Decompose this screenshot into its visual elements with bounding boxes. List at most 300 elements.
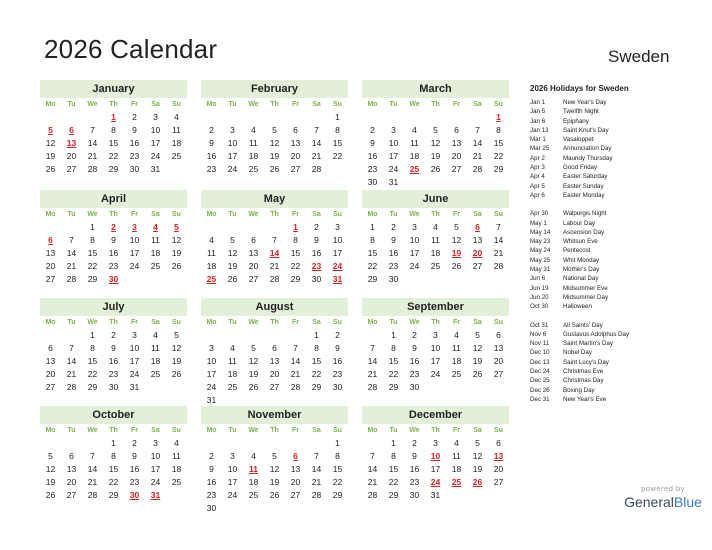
day-cell: 1 bbox=[335, 112, 340, 122]
day-cell: 12 bbox=[430, 138, 441, 148]
day-cell: 8 bbox=[335, 125, 340, 135]
day-cell: 29 bbox=[290, 274, 301, 284]
day-cell: 8 bbox=[496, 125, 501, 135]
empty-cell bbox=[222, 111, 243, 124]
holiday-row bbox=[530, 117, 708, 126]
holiday-date: 6 bbox=[48, 235, 53, 245]
empty-cell bbox=[467, 111, 488, 124]
empty-cell bbox=[264, 437, 285, 450]
day-cell: 8 bbox=[335, 451, 340, 461]
day-cell: 17 bbox=[409, 248, 420, 258]
holiday-date-label: Dec 24 bbox=[530, 368, 550, 376]
holiday-row bbox=[530, 284, 708, 293]
day-cell: 19 bbox=[227, 261, 238, 271]
day-cell: 21 bbox=[87, 477, 98, 487]
weekday-label: Mo bbox=[45, 211, 56, 218]
weekday-label: Su bbox=[172, 211, 181, 218]
day-cell: 22 bbox=[493, 151, 504, 161]
holiday-name: Mother's Day bbox=[563, 266, 600, 274]
month-title: May bbox=[201, 190, 348, 208]
month-title: January bbox=[40, 80, 187, 98]
holiday-date: 30 bbox=[129, 490, 140, 500]
holiday-name: New Year's Day bbox=[563, 99, 607, 106]
day-cell: 20 bbox=[269, 369, 280, 379]
day-cell: 1 bbox=[314, 330, 319, 340]
holiday-row bbox=[530, 293, 708, 302]
day-cell: 30 bbox=[388, 274, 399, 284]
empty-cell bbox=[40, 111, 61, 124]
day-cell: 8 bbox=[90, 235, 95, 245]
day-cell: 8 bbox=[391, 343, 396, 353]
month-title: July bbox=[40, 298, 187, 316]
day-cell: 2 bbox=[370, 125, 375, 135]
day-cell: 17 bbox=[227, 151, 238, 161]
holiday-row bbox=[530, 274, 708, 283]
holiday-row bbox=[530, 246, 708, 255]
day-cell: 14 bbox=[87, 464, 98, 474]
day-cell: 7 bbox=[475, 125, 480, 135]
weekday-label: Th bbox=[270, 211, 279, 218]
weekday-label: Sa bbox=[151, 101, 160, 108]
day-cell: 14 bbox=[367, 356, 378, 366]
day-cell: 7 bbox=[370, 343, 375, 353]
day-cell: 19 bbox=[171, 356, 182, 366]
holiday-row bbox=[530, 386, 708, 395]
empty-cell bbox=[243, 111, 264, 124]
day-cell: 6 bbox=[496, 330, 501, 340]
weekday-label: Fr bbox=[131, 211, 138, 218]
day-cell: 31 bbox=[150, 164, 161, 174]
day-cell: 9 bbox=[314, 235, 319, 245]
holiday-date-label: May 23 bbox=[530, 238, 551, 246]
weekday-label: Mo bbox=[367, 101, 378, 108]
day-cell: 21 bbox=[493, 248, 504, 258]
empty-cell bbox=[264, 329, 285, 342]
month-june bbox=[362, 190, 509, 286]
weekday-label: Tu bbox=[67, 427, 76, 434]
day-cell: 30 bbox=[129, 164, 140, 174]
day-cell: 16 bbox=[388, 248, 399, 258]
day-cell: 23 bbox=[108, 261, 119, 271]
day-cell: 6 bbox=[272, 343, 277, 353]
day-cell: 15 bbox=[290, 248, 301, 258]
holiday-name: Whit Monday bbox=[563, 256, 600, 264]
holiday-date: 24 bbox=[430, 477, 441, 487]
day-cell: 3 bbox=[153, 438, 158, 448]
day-cell: 12 bbox=[269, 138, 280, 148]
day-cell: 15 bbox=[87, 248, 98, 258]
empty-cell bbox=[285, 111, 306, 124]
holiday-date-label: Apr 3 bbox=[530, 164, 545, 172]
day-cell: 13 bbox=[248, 248, 259, 258]
day-cell: 1 bbox=[391, 438, 396, 448]
page-title: 2026 Calendar bbox=[44, 34, 218, 64]
holiday-date: 14 bbox=[269, 248, 280, 258]
day-cell: 13 bbox=[45, 356, 56, 366]
holiday-date-label: Jan 13 bbox=[530, 126, 549, 134]
weekday-label: Sa bbox=[473, 101, 482, 108]
day-cell: 13 bbox=[493, 343, 504, 353]
weekday-label: Tu bbox=[67, 211, 76, 218]
month-august bbox=[201, 298, 348, 407]
day-cell: 8 bbox=[111, 125, 116, 135]
day-cell: 2 bbox=[412, 438, 417, 448]
weekday-label: Tu bbox=[67, 101, 76, 108]
day-cell: 3 bbox=[230, 125, 235, 135]
day-cell: 22 bbox=[87, 369, 98, 379]
day-cell: 29 bbox=[108, 490, 119, 500]
day-cell: 17 bbox=[129, 356, 140, 366]
day-cell: 17 bbox=[388, 151, 399, 161]
month-may bbox=[201, 190, 348, 286]
holiday-date-label: Oct 30 bbox=[530, 303, 549, 311]
weekday-label: Fr bbox=[131, 427, 138, 434]
weekday-label: We bbox=[87, 101, 98, 108]
day-cell: 15 bbox=[388, 464, 399, 474]
empty-cell bbox=[243, 221, 264, 234]
day-cell: 8 bbox=[370, 235, 375, 245]
weekday-label: Su bbox=[494, 211, 503, 218]
month-march bbox=[362, 80, 509, 189]
day-cell: 11 bbox=[452, 451, 461, 461]
holiday-date-label: Jun 20 bbox=[530, 293, 549, 301]
month-days-grid bbox=[362, 424, 509, 502]
day-cell: 7 bbox=[90, 125, 95, 135]
day-cell: 31 bbox=[388, 177, 399, 187]
day-cell: 10 bbox=[388, 138, 399, 148]
day-cell: 31 bbox=[430, 490, 441, 500]
holiday-name: Walpurgis Night bbox=[563, 210, 607, 218]
day-cell: 27 bbox=[451, 164, 462, 174]
day-cell: 3 bbox=[153, 112, 158, 122]
day-cell: 27 bbox=[290, 490, 301, 500]
day-cell: 16 bbox=[206, 151, 217, 161]
day-cell: 15 bbox=[493, 138, 504, 148]
weekday-label: Su bbox=[172, 101, 181, 108]
day-cell: 30 bbox=[206, 503, 217, 513]
day-cell: 19 bbox=[472, 356, 483, 366]
day-cell: 25 bbox=[248, 490, 259, 500]
day-cell: 10 bbox=[129, 235, 140, 245]
holiday-date-label: Jan 5 bbox=[530, 108, 546, 116]
holiday-name: Halloween bbox=[563, 303, 592, 311]
weekday-label: We bbox=[409, 211, 420, 218]
holiday-row bbox=[530, 107, 708, 116]
month-title: February bbox=[201, 80, 348, 98]
holiday-date: 3 bbox=[132, 222, 137, 232]
month-october bbox=[40, 406, 187, 502]
day-cell: 28 bbox=[66, 382, 77, 392]
day-cell: 2 bbox=[209, 125, 214, 135]
day-cell: 10 bbox=[332, 235, 343, 245]
day-cell: 28 bbox=[87, 490, 98, 500]
country-label: Sweden bbox=[608, 47, 670, 66]
holiday-row bbox=[530, 265, 708, 274]
day-cell: 28 bbox=[472, 164, 483, 174]
day-cell: 4 bbox=[209, 235, 214, 245]
day-cell: 17 bbox=[430, 464, 441, 474]
day-cell: 12 bbox=[451, 235, 462, 245]
day-cell: 30 bbox=[108, 382, 119, 392]
empty-cell bbox=[446, 111, 467, 124]
day-cell: 17 bbox=[227, 477, 238, 487]
day-cell: 3 bbox=[132, 330, 137, 340]
day-cell: 13 bbox=[472, 235, 483, 245]
weekday-label: Tu bbox=[228, 427, 237, 434]
day-cell: 5 bbox=[454, 222, 459, 232]
day-cell: 19 bbox=[269, 151, 280, 161]
holiday-date-label: Jun 19 bbox=[530, 284, 549, 292]
holiday-date-label: Mar 25 bbox=[530, 145, 550, 153]
day-cell: 24 bbox=[388, 164, 399, 174]
day-cell: 7 bbox=[314, 125, 319, 135]
weekday-label: We bbox=[248, 427, 259, 434]
weekday-label: We bbox=[248, 101, 259, 108]
day-cell: 5 bbox=[48, 451, 53, 461]
day-cell: 25 bbox=[430, 261, 441, 271]
holiday-date-label: May 31 bbox=[530, 266, 551, 274]
day-cell: 24 bbox=[129, 261, 140, 271]
holiday-date: 23 bbox=[311, 261, 322, 271]
holiday-date-label: Apr 6 bbox=[530, 191, 545, 199]
day-cell: 26 bbox=[171, 261, 182, 271]
weekday-label: Sa bbox=[312, 101, 321, 108]
weekday-label: Th bbox=[431, 101, 440, 108]
day-cell: 9 bbox=[132, 125, 137, 135]
holiday-name: Midsummer Day bbox=[563, 293, 609, 301]
day-cell: 3 bbox=[412, 222, 417, 232]
day-cell: 18 bbox=[451, 464, 462, 474]
day-cell: 28 bbox=[493, 261, 504, 271]
holiday-date-label: Oct 31 bbox=[530, 321, 549, 329]
empty-cell bbox=[264, 221, 285, 234]
holiday-date: 25 bbox=[206, 274, 217, 284]
day-cell: 28 bbox=[311, 164, 322, 174]
day-cell: 29 bbox=[87, 382, 98, 392]
day-cell: 30 bbox=[332, 382, 343, 392]
day-cell: 12 bbox=[227, 248, 238, 258]
empty-cell bbox=[201, 221, 222, 234]
day-cell: 24 bbox=[129, 369, 140, 379]
day-cell: 5 bbox=[174, 330, 179, 340]
day-cell: 30 bbox=[409, 382, 420, 392]
holiday-date-label: Nov 11 bbox=[530, 340, 550, 348]
day-cell: 28 bbox=[269, 274, 280, 284]
holiday-date-label: May 25 bbox=[530, 256, 551, 264]
day-cell: 6 bbox=[69, 451, 74, 461]
day-cell: 19 bbox=[248, 369, 259, 379]
holiday-name: Saint Martin's Day bbox=[563, 340, 614, 348]
weekday-label: We bbox=[87, 319, 98, 326]
empty-cell bbox=[61, 221, 82, 234]
day-cell: 2 bbox=[335, 330, 340, 340]
day-cell: 13 bbox=[66, 464, 77, 474]
day-cell: 24 bbox=[206, 382, 217, 392]
holiday-name: Epiphany bbox=[563, 117, 589, 125]
day-cell: 21 bbox=[367, 369, 378, 379]
day-cell: 17 bbox=[332, 248, 343, 258]
day-cell: 23 bbox=[129, 477, 140, 487]
holiday-date: 31 bbox=[150, 490, 161, 500]
holiday-date: 31 bbox=[332, 274, 343, 284]
holiday-row bbox=[530, 219, 708, 228]
day-cell: 16 bbox=[311, 248, 322, 258]
day-cell: 12 bbox=[171, 235, 182, 245]
day-cell: 18 bbox=[451, 356, 462, 366]
holiday-name: Saint Knut's Day bbox=[563, 126, 609, 134]
empty-cell bbox=[306, 111, 327, 124]
day-cell: 21 bbox=[66, 261, 77, 271]
weekday-label: Sa bbox=[473, 211, 482, 218]
day-cell: 10 bbox=[150, 125, 161, 135]
month-november bbox=[201, 406, 348, 515]
weekday-label: Su bbox=[172, 427, 181, 434]
day-cell: 14 bbox=[311, 138, 322, 148]
day-cell: 15 bbox=[311, 356, 322, 366]
day-cell: 10 bbox=[227, 464, 238, 474]
day-cell: 23 bbox=[332, 369, 343, 379]
day-cell: 26 bbox=[269, 164, 280, 174]
day-cell: 11 bbox=[172, 125, 181, 135]
day-cell: 7 bbox=[69, 235, 74, 245]
holiday-name: Easter Monday bbox=[563, 191, 605, 199]
day-cell: 26 bbox=[45, 164, 56, 174]
weekday-label: Th bbox=[431, 427, 440, 434]
day-cell: 20 bbox=[66, 151, 77, 161]
day-cell: 24 bbox=[409, 261, 420, 271]
holiday-row bbox=[530, 163, 708, 172]
day-cell: 7 bbox=[496, 222, 501, 232]
day-cell: 6 bbox=[454, 125, 459, 135]
day-cell: 13 bbox=[290, 138, 301, 148]
month-days-grid bbox=[362, 208, 509, 286]
day-cell: 18 bbox=[171, 138, 182, 148]
day-cell: 16 bbox=[108, 248, 119, 258]
day-cell: 26 bbox=[472, 369, 483, 379]
weekday-label: Su bbox=[494, 427, 503, 434]
day-cell: 9 bbox=[335, 343, 340, 353]
day-cell: 20 bbox=[45, 369, 56, 379]
holiday-date-label: May 1 bbox=[530, 219, 547, 227]
month-september bbox=[362, 298, 509, 394]
day-cell: 5 bbox=[475, 438, 480, 448]
month-days-grid bbox=[201, 424, 348, 515]
holiday-date: 19 bbox=[451, 248, 462, 258]
day-cell: 22 bbox=[388, 477, 399, 487]
weekday-label: Sa bbox=[151, 319, 160, 326]
empty-cell bbox=[362, 111, 383, 124]
holiday-row bbox=[530, 135, 708, 144]
day-cell: 1 bbox=[335, 438, 340, 448]
day-cell: 19 bbox=[269, 477, 280, 487]
day-cell: 15 bbox=[367, 248, 378, 258]
day-cell: 19 bbox=[430, 151, 441, 161]
holiday-row bbox=[530, 358, 708, 367]
day-cell: 15 bbox=[332, 138, 343, 148]
holiday-name: Twelfth Night bbox=[563, 108, 599, 116]
day-cell: 9 bbox=[209, 464, 214, 474]
weekday-label: Su bbox=[333, 211, 342, 218]
weekday-label: Sa bbox=[473, 427, 482, 434]
day-cell: 30 bbox=[311, 274, 322, 284]
month-april bbox=[40, 190, 187, 286]
day-cell: 27 bbox=[472, 261, 483, 271]
day-cell: 16 bbox=[332, 356, 343, 366]
holiday-date: 5 bbox=[48, 125, 53, 135]
day-cell: 1 bbox=[391, 330, 396, 340]
holiday-date-label: Apr 2 bbox=[530, 154, 545, 162]
day-cell: 22 bbox=[388, 369, 399, 379]
month-february bbox=[201, 80, 348, 176]
holiday-date: 1 bbox=[111, 112, 116, 122]
weekday-label: We bbox=[87, 211, 98, 218]
empty-cell bbox=[362, 329, 383, 342]
day-cell: 11 bbox=[410, 138, 419, 148]
weekday-label: Mo bbox=[45, 319, 56, 326]
day-cell: 28 bbox=[367, 382, 378, 392]
day-cell: 6 bbox=[496, 438, 501, 448]
holiday-date: 20 bbox=[472, 248, 483, 258]
holiday-name: Whitsun Eve bbox=[563, 238, 598, 246]
day-cell: 15 bbox=[388, 356, 399, 366]
day-cell: 17 bbox=[150, 138, 161, 148]
weekday-label: Su bbox=[333, 427, 342, 434]
weekday-label: Fr bbox=[292, 101, 299, 108]
holiday-row bbox=[530, 98, 708, 107]
day-cell: 24 bbox=[227, 490, 238, 500]
weekday-label: Mo bbox=[367, 427, 378, 434]
weekday-label: Su bbox=[333, 319, 342, 326]
day-cell: 30 bbox=[367, 177, 378, 187]
day-cell: 9 bbox=[391, 235, 396, 245]
weekday-label: Tu bbox=[389, 211, 398, 218]
holiday-row bbox=[530, 126, 708, 135]
holiday-date: 6 bbox=[293, 451, 298, 461]
day-cell: 10 bbox=[409, 235, 420, 245]
day-cell: 29 bbox=[332, 490, 343, 500]
holiday-name: Saint Lucy's Day bbox=[563, 358, 609, 366]
day-cell: 9 bbox=[111, 235, 116, 245]
brand-name-part1: General bbox=[624, 494, 674, 510]
day-cell: 7 bbox=[314, 451, 319, 461]
day-cell: 2 bbox=[314, 222, 319, 232]
day-cell: 13 bbox=[451, 138, 462, 148]
day-cell: 23 bbox=[388, 261, 399, 271]
holiday-date-label: Apr 5 bbox=[530, 182, 545, 190]
holiday-date-label: Dec 25 bbox=[530, 377, 550, 385]
holiday-date-label: Dec 26 bbox=[530, 386, 550, 394]
month-title: August bbox=[201, 298, 348, 316]
day-cell: 24 bbox=[227, 164, 238, 174]
empty-cell bbox=[40, 437, 61, 450]
day-cell: 9 bbox=[370, 138, 375, 148]
holiday-name: Christmas Day bbox=[563, 377, 604, 385]
day-cell: 4 bbox=[251, 125, 256, 135]
holiday-date: 25 bbox=[451, 477, 462, 487]
holiday-date: 26 bbox=[472, 477, 483, 487]
day-cell: 11 bbox=[207, 248, 216, 258]
weekday-label: Mo bbox=[206, 101, 217, 108]
holiday-row bbox=[530, 330, 708, 339]
weekday-label: Mo bbox=[206, 427, 217, 434]
day-cell: 20 bbox=[493, 356, 504, 366]
empty-cell bbox=[222, 221, 243, 234]
weekday-label: Su bbox=[494, 319, 503, 326]
day-cell: 4 bbox=[454, 330, 459, 340]
day-cell: 13 bbox=[290, 464, 301, 474]
day-cell: 15 bbox=[87, 356, 98, 366]
day-cell: 23 bbox=[409, 477, 420, 487]
